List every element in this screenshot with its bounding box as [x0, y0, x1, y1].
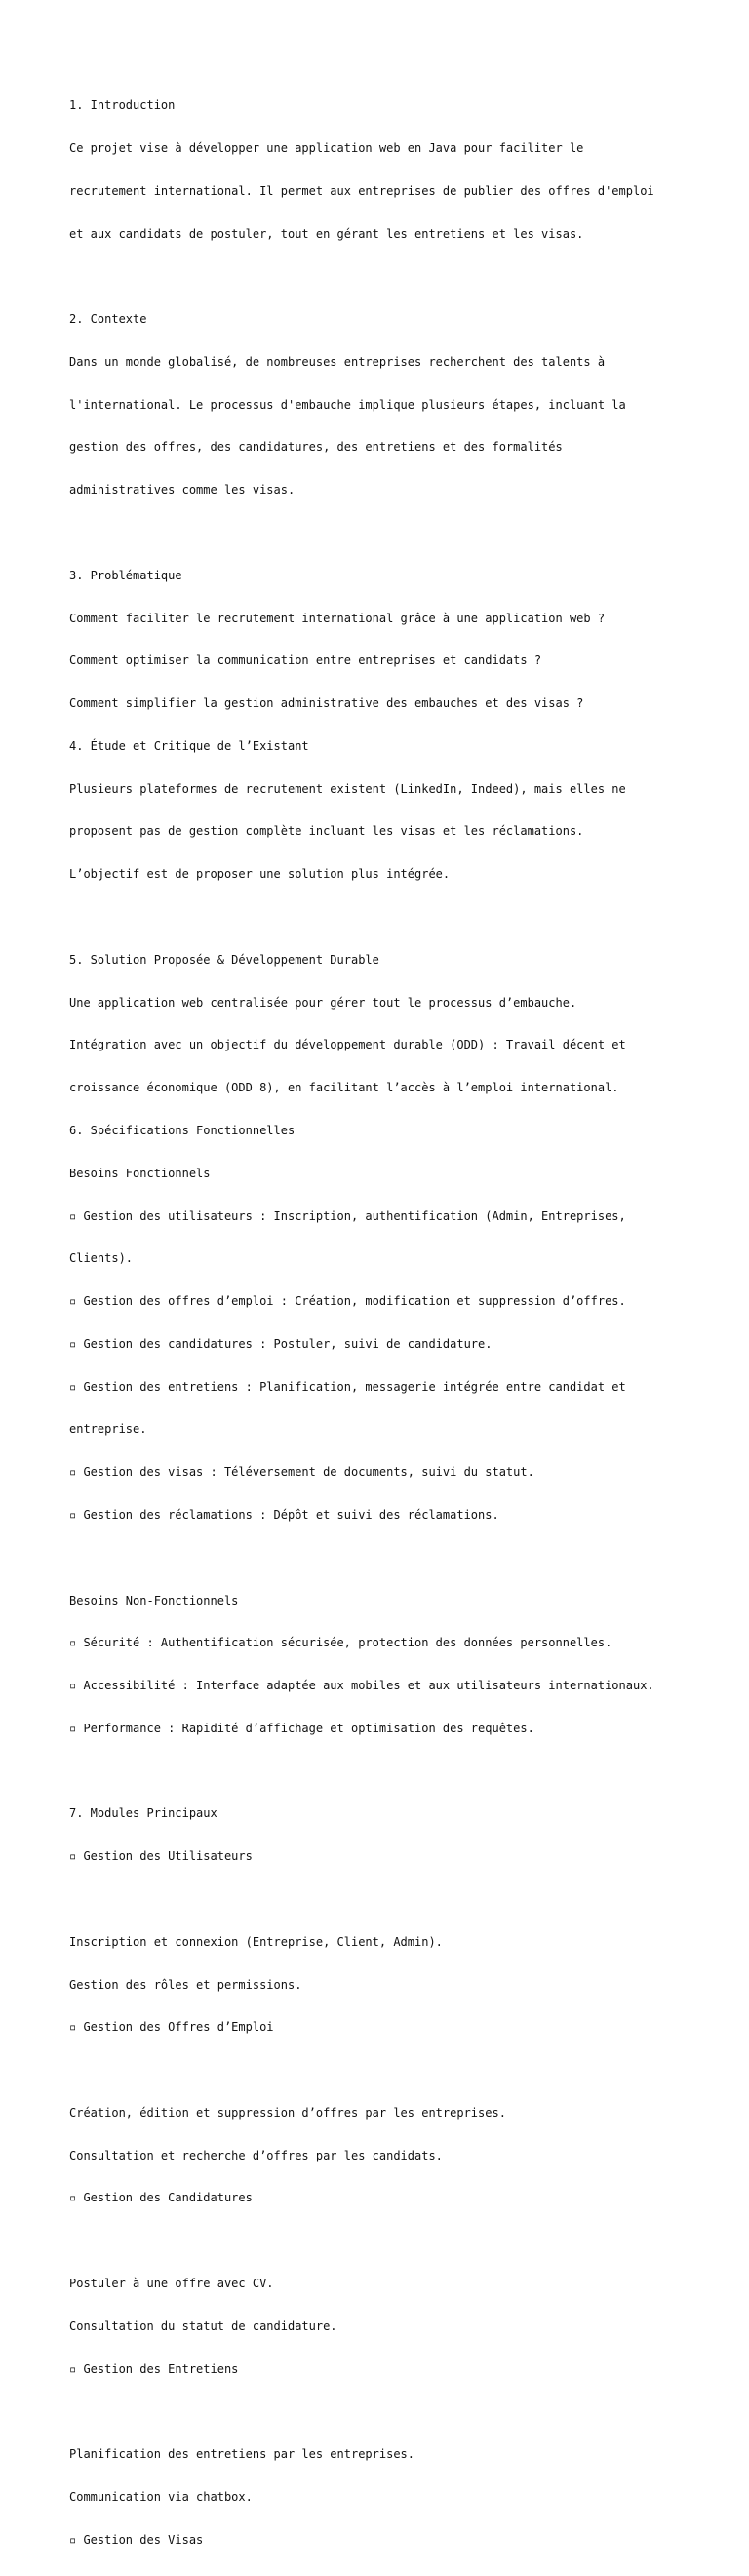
blank-line: [69, 1892, 742, 1907]
text-line: Inscription et connexion (Entreprise, Client, Admin).: [69, 1934, 443, 1949]
blank-line: [69, 2234, 742, 2248]
heading-modules: 7. Modules Principaux: [69, 1806, 217, 1821]
text-line: Dans un monde globalisé, de nombreuses entreprises recherchent des talents à: [69, 354, 606, 369]
bullet-item: ▫ Gestion des Utilisateurs: [69, 1849, 253, 1864]
bullet-item: ▫ Gestion des candidatures : Postuler, suivi de candidature.: [69, 1336, 493, 1351]
text-line: Comment optimiser la communication entre entreprises et candidats ?: [69, 654, 542, 668]
bullet-item: ▫ Gestion des utilisateurs : Inscription, authentification (Admin, Entreprises,: [69, 1209, 626, 1223]
subheading-besoins-non-fonctionnels: Besoins Non-Fonctionnels: [69, 1593, 239, 1607]
text-line: Ce projet vise à développer une application web en Java pour faciliter le: [69, 140, 584, 155]
bullet-item: ▫ Gestion des visas : Téléversement de documents, suivi du statut.: [69, 1465, 534, 1480]
text-line: entreprise.: [69, 1422, 147, 1437]
heading-solution: 5. Solution Proposée & Développement Durable: [69, 952, 379, 967]
text-line: Intégration avec un objectif du développement durable (ODD) : Travail décent et: [69, 1038, 626, 1052]
text-line: L’objectif est de proposer une solution plus intégrée.: [69, 867, 451, 882]
blank-line: [69, 526, 742, 540]
heading-problematique: 3. Problématique: [69, 568, 182, 582]
blank-line: [69, 2404, 742, 2419]
text-line: Planification des entretiens par les entreprises.: [69, 2447, 415, 2462]
blank-line: [69, 1551, 742, 1565]
blank-line: [69, 269, 742, 284]
text-line: Une application web centralisée pour gérer tout le processus d’embauche.: [69, 995, 577, 1010]
text-line: Consultation et recherche d’offres par les candidats.: [69, 2148, 443, 2162]
text-line: Comment simplifier la gestion administrative des embauches et des visas ?: [69, 696, 584, 711]
text-line: Postuler à une offre avec CV.: [69, 2277, 274, 2291]
heading-specifications: 6. Spécifications Fonctionnelles: [69, 1123, 296, 1137]
heading-introduction: 1. Introduction: [69, 99, 176, 113]
bullet-item: ▫ Performance : Rapidité d’affichage et optimisation des requêtes.: [69, 1721, 534, 1735]
text-line: Création, édition et suppression d’offres par les entreprises.: [69, 2105, 506, 2120]
text-line: gestion des offres, des candidatures, des entretiens et des formalités: [69, 440, 563, 455]
bullet-item: ▫ Gestion des Candidatures: [69, 2191, 253, 2205]
heading-etude-existant: 4. Étude et Critique de l’Existant: [69, 738, 309, 753]
text-line: Gestion des rôles et permissions.: [69, 1977, 302, 1992]
bullet-item: ▫ Gestion des Visas: [69, 2532, 204, 2547]
text-line: Clients).: [69, 1251, 134, 1266]
text-line: recrutement international. Il permet aux entreprises de publier des offres d'emploi: [69, 183, 654, 198]
document-body: [69, 70, 742, 2576]
subheading-besoins-fonctionnels: Besoins Fonctionnels: [69, 1166, 211, 1180]
text-line: l'international. Le processus d'embauche implique plusieurs étapes, incluant la: [69, 397, 626, 412]
text-line: Consultation du statut de candidature.: [69, 2318, 337, 2333]
bullet-item: ▫ Gestion des réclamations : Dépôt et suivi des réclamations.: [69, 1507, 499, 1522]
bullet-item: ▫ Gestion des offres d’emploi : Création, modification et suppression d’offres.: [69, 1294, 626, 1309]
bullet-item: ▫ Sécurité : Authentification sécurisée, protection des données personnelles.: [69, 1636, 612, 1650]
bullet-item: ▫ Gestion des Offres d’Emploi: [69, 2020, 274, 2035]
text-line: administratives comme les visas.: [69, 483, 296, 497]
text-line: et aux candidats de postuler, tout en gérant les entretiens et les visas.: [69, 226, 584, 241]
text-line: croissance économique (ODD 8), en facilitant l’accès à l’emploi international.: [69, 1081, 619, 1095]
blank-line: [69, 2063, 742, 2078]
text-line: Comment faciliter le recrutement international grâce à une application web ?: [69, 611, 606, 625]
blank-line: [69, 1764, 742, 1779]
bullet-item: ▫ Gestion des Entretiens: [69, 2361, 239, 2376]
bullet-item: ▫ Gestion des entretiens : Planification, messagerie intégrée entre candidat et: [69, 1379, 626, 1394]
text-line: proposent pas de gestion complète incluant les visas et les réclamations.: [69, 824, 584, 839]
text-line: Communication via chatbox.: [69, 2489, 253, 2504]
bullet-item: ▫ Accessibilité : Interface adaptée aux mobiles et aux utilisateurs internationaux.: [69, 1679, 654, 1693]
heading-contexte: 2. Contexte: [69, 312, 147, 327]
blank-line: [69, 910, 742, 925]
text-line: Plusieurs plateformes de recrutement existent (LinkedIn, Indeed), mais elles ne: [69, 781, 626, 796]
